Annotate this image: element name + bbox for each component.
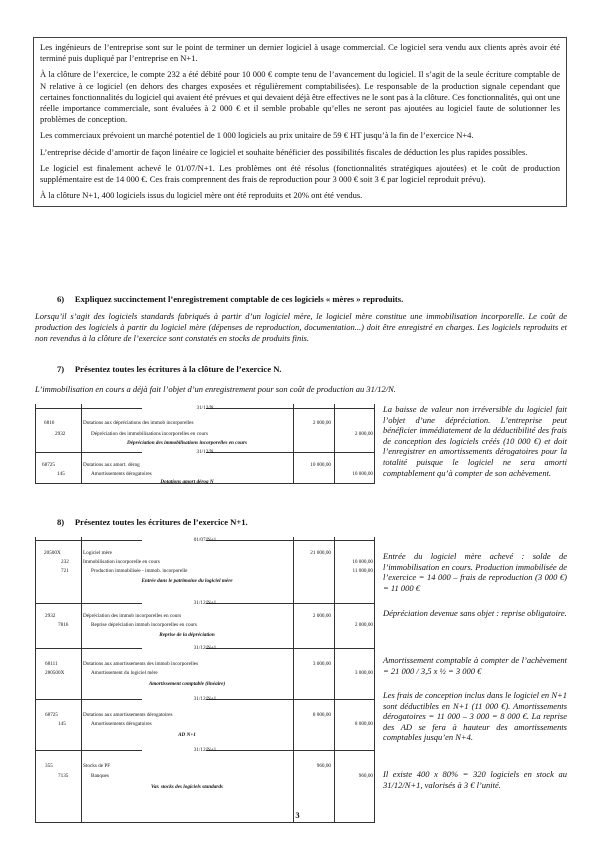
credit-amount: 960,00 — [358, 773, 373, 779]
entry-label: Logiciel mère — [83, 550, 112, 556]
credit-amount: 2 000,00 — [354, 431, 373, 437]
question-7-intro: L’immobilisation en cours a déjà fait l’objet d’un enregistrement pour son coût de production au 31/12/N. — [35, 384, 396, 394]
entry-label: Amortissements dérogatoires — [91, 721, 152, 727]
debit-amount: 2 000,00 — [312, 613, 331, 619]
entry-label: Immobilisation incorporelle en cours — [83, 559, 160, 565]
debit-amount: 8 000,00 — [312, 712, 331, 718]
entry-date: 31/12/N+1 — [193, 645, 217, 651]
question-8-note: Les frais de conception inclus dans le logiciel en N+1 sont déductibles en N+1 (11 000 €). Amortissements dérogatoires = 11 000 – 3 000 = 8 000 €. La reprise des AD se fera à hauteur des amortissements comptables jusqu’en N+4. — [383, 690, 567, 743]
question-6-title: 6) Expliquez succinctement l’enregistrement comptable de ces logiciels « mères » reproduits. — [57, 294, 404, 304]
account-number: 145 — [58, 721, 66, 727]
credit-amount: 10 000,00 — [352, 559, 373, 565]
question-8-note: Il existe 400 x 80% = 320 logiciels en stock au 31/12/N+1, valorisés à 3 € l’unité. — [383, 769, 567, 790]
context-paragraph: Les commerciaux prévoient un marché potentiel de 1 000 logiciels au prix unitaire de 59 € HT jusqu’à la fin de l’exercice N+4. — [40, 130, 474, 141]
account-number: 68111 — [45, 661, 58, 667]
credit-amount: 3 000,00 — [354, 670, 373, 676]
credit-amount: 11 000,00 — [352, 568, 373, 574]
entry-libelle: Var. stocks des logiciels standards — [151, 784, 223, 790]
account-number: 232 — [61, 559, 69, 565]
account-number: 68725 — [42, 462, 55, 468]
debit-amount: 10 000,00 — [310, 462, 331, 468]
question-8-note: Entrée du logiciel mère achevé : solde de l’immobilisation en cours. Production immobilisée de l’exercice = 14 000 – frais de reproduction (3 000 €) = 11 000 € — [383, 551, 567, 593]
account-number: 145 — [57, 471, 65, 477]
debit-amount: 3 000,00 — [312, 661, 331, 667]
entry-label: Dotations aux amortissements des immob incorporelles — [83, 661, 199, 667]
context-paragraph: Le logiciel est finalement achevé le 01/07/N+1. Les problèmes ont été résolus (fonctionnalités stratégiques ajoutées) et le coût de production supplémentaire est de 14 000 €. Ces frais comprennent des frais de reproduction pour 3 000 € soit 3 € par logiciel reproduit prévu). — [40, 162, 560, 185]
account-number: 68725 — [45, 712, 58, 718]
question-7-title: 7) Présentez toutes les écritures à la clôture de l’exercice N. — [57, 364, 282, 374]
question-6-answer: Lorsqu’il s’agit des logiciels standards fabriqués à partir d’un logiciel mère, le logiciel mère constitue une immobilisation incorporelle. Le coût de production des logiciels à partir du logiciel mère (dépenses de reproduction, documentation...) doit être enregistré en charges. Les logiciels reproduits et non revendus à la clôture de l’exercice sont constatés en stocks de produits finis. — [35, 311, 567, 344]
entry-label: Banques — [91, 773, 109, 779]
entry-label: Dotations aux amort. dérog — [83, 462, 140, 468]
context-paragraph: L’entreprise décide d’amortir de façon linéaire ce logiciel et souhaite bénéficier des possibilités fiscales de déduction les plus rapides possibles. — [40, 146, 528, 157]
entry-label: Amortissement du logiciel mère — [91, 670, 158, 676]
page-number: 3 — [295, 810, 300, 820]
journal-table-n — [35, 404, 375, 484]
question-8-note: Amortissement comptable à compter de l’achèvement = 21 000 / 3,5 x ½ = 3 000 € — [383, 655, 567, 676]
question-7-explanation: La baisse de valeur non irréversible du logiciel fait l’objet d’une dépréciation. L’entreprise peut bénéficier immédiatement de la déductibilité des frais de conception des logiciels créés (10 000 €) et doit l’enregistrer en amortissements dérogatoires pour la totalité puisque le logiciel ne sera amorti comptablement qu’à compter de son achèvement. — [383, 404, 567, 478]
debit-amount: 21 000,00 — [310, 550, 331, 556]
entry-label: Dépréciation des immob incorporelles en cours — [83, 613, 182, 619]
context-paragraph: À la clôture N+1, 400 logiciels issus du logiciel mère ont été reproduits et 20% ont été vendus. — [40, 190, 363, 201]
account-number: 280500X — [45, 670, 65, 676]
entry-libelle: AD N+1 — [178, 732, 196, 738]
debit-amount: 960,00 — [316, 763, 331, 769]
entry-label: Dotations aux amortissements dérogatoires — [83, 712, 173, 718]
entry-date: 31/12/N — [196, 405, 214, 411]
context-paragraph: Les ingénieurs de l’entreprise sont sur le point de terminer un dernier logiciel à usage commercial. Ce logiciel sera vendu aux clients après avoir été terminé puis dupliqué par l’entreprise en N+1. — [40, 42, 560, 64]
account-number: 7816 — [58, 622, 69, 628]
entry-label: Dotations aux dépréciations des immob incorporelles — [83, 420, 194, 426]
credit-amount: 10 000,00 — [352, 471, 373, 477]
entry-label: Stocks de PF — [83, 763, 111, 769]
question-8-note: Dépréciation devenue sans objet : reprise obligatoire. — [383, 608, 567, 618]
entry-label: Amortissements dérogatoires — [91, 471, 152, 477]
entry-label: Dépréciation des immobilisations incorporelles en cours — [91, 431, 208, 437]
account-number: 20500X — [44, 550, 61, 556]
account-number: 6816 — [44, 420, 55, 426]
entry-label: Reprise dépréciation immob incorporelles en cours — [91, 622, 197, 628]
question-8-title: 8) Présentez toutes les écritures de l’exercice N+1. — [57, 517, 248, 527]
journal-table-n1 — [35, 537, 375, 823]
entry-date: 31/12/N+1 — [193, 747, 217, 753]
entry-date: 31/12/N+1 — [193, 600, 217, 606]
account-number: 7135 — [58, 773, 69, 779]
entry-label: Production immobilisée - immob. incorporelle — [91, 568, 188, 574]
entry-libelle: Reprise de la dépréciation — [159, 632, 215, 638]
debit-amount: 2 000,00 — [312, 420, 331, 426]
entry-date: 31/12/N — [196, 449, 214, 455]
credit-amount: 2 000,00 — [354, 622, 373, 628]
entry-date: 31/12/N+1 — [193, 696, 217, 702]
account-number: 721 — [61, 568, 69, 574]
entry-libelle: Dotations amort dérog N — [160, 479, 214, 485]
entry-date: 01/07/N+1 — [193, 537, 217, 543]
entry-libelle: Entrée dans le patrimoine du logiciel mère — [141, 578, 233, 584]
entry-libelle: Amortissement comptable (linéaire) — [148, 681, 226, 687]
account-number: 355 — [45, 763, 53, 769]
case-context-box — [33, 37, 567, 207]
entry-libelle: Dépréciation des immobilisations incorporelles en cours — [126, 440, 248, 446]
account-number: 2932 — [55, 431, 66, 437]
credit-amount: 8 000,00 — [354, 721, 373, 727]
context-paragraph: À la clôture de l’exercice, le compte 232 a été débité pour 10 000 € compte tenu de l’avancement du logiciel. Il s’agit de la seule écriture comptable de N relative à ce logiciel (en dehors des charges exposées et régulièrement comptabilisées). Le responsable de la production signale cependant que certaines fonctionnalités du logiciel qui avaient été prévues et qui devaient déjà être effectives ne le sont pas à la clôture. Ces fonctionnalités, qui ont une réelle importance commerciale, sont évaluées à 2 000 € et il semble probable qu’elles ne seront pas ajoutées au logiciel faute de solutionner les problèmes de conception. — [40, 69, 560, 125]
account-number: 2932 — [45, 613, 56, 619]
